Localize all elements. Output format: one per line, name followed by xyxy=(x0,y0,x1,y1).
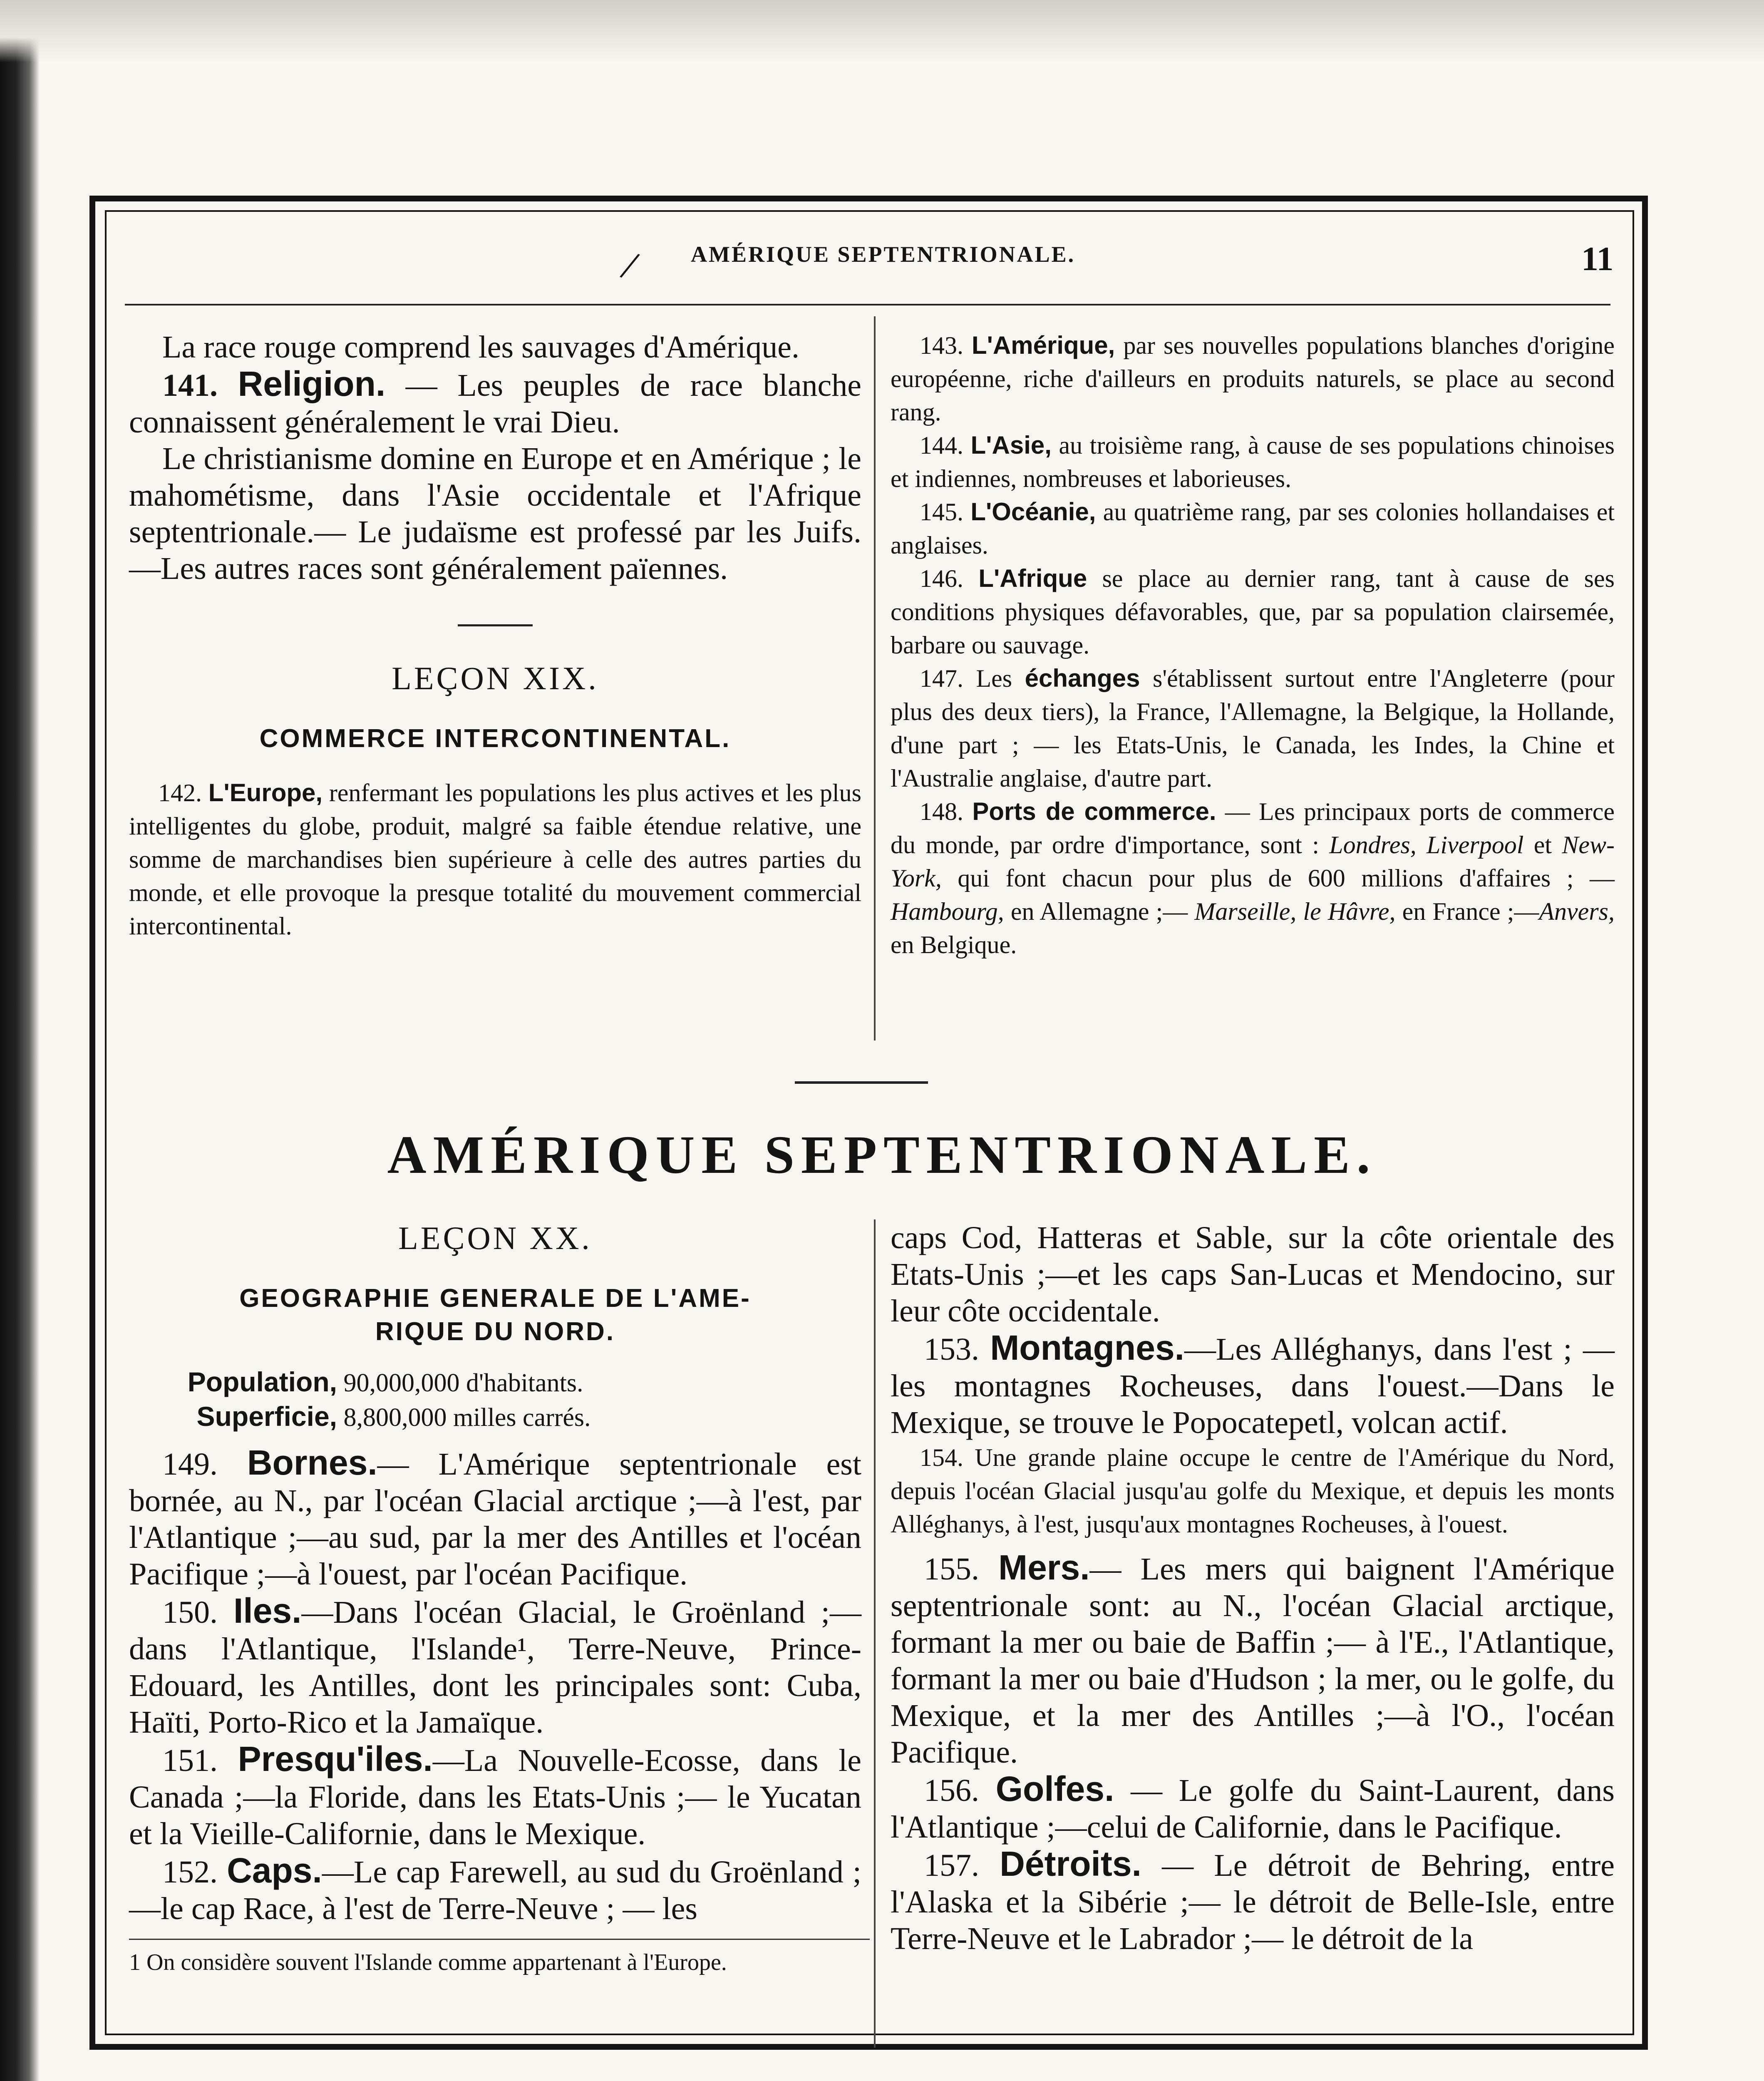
running-title: AMÉRIQUE SEPTENTRIONALE. xyxy=(691,242,1076,267)
paragraph-141 xyxy=(129,365,861,440)
paragraph-154 xyxy=(891,1441,1615,1541)
text-fragment: qui font chacun pour plus de 600 millions d'affaires ; — xyxy=(941,864,1615,892)
section-text: —La Nouvelle-Ecosse, dans le Canada ;—la Floride, dans les Etats-Unis ;— le Yucatan et la Vieille-Californie, dans le Mexique. xyxy=(129,1743,861,1851)
pen-mark: / xyxy=(616,241,643,289)
section-text: s'établissent surtout entre l'Angleterre (pour plus des deux tiers), la France, l'Allemagne, la Belgique, la Hollande, d'une part ; — les Etats-Unis, le Canada, les Indes, la Chine et l'Australie anglaise, d'autre part. xyxy=(891,665,1615,792)
section-keyword: Golfes. xyxy=(995,1769,1114,1808)
section-keyword: Montagnes. xyxy=(990,1328,1185,1367)
text-fragment: et xyxy=(1523,831,1562,859)
section-keyword: Caps. xyxy=(227,1851,322,1890)
section-keyword: Bornes. xyxy=(247,1443,377,1482)
section-text: — L'Amérique septentrionale est bornée, au N., par l'océan Glacial arctique ;—à l'est, par l'Atlantique ;—au sud, par la mer des Antilles et l'océan Pacifique ;—à l'ouest, par l'océan Pacifique. xyxy=(129,1447,861,1592)
text-fragment: en France ;— xyxy=(1395,898,1539,925)
population-line xyxy=(129,1365,861,1400)
top-right-column xyxy=(891,329,1615,961)
area-line xyxy=(129,1400,861,1434)
section-text: —Dans l'océan Glacial, le Groënland ;—dans l'Atlantique, l'Islande¹, Terre-Neuve, Prince-Edouard, les Antilles, dont les principales sont: Cuba, Haïti, Porto-Rico et la Jamaïque. xyxy=(129,1595,861,1740)
column-divider-bottom xyxy=(874,1219,876,2048)
top-left-column xyxy=(129,329,861,943)
port-name: Anvers, xyxy=(1539,898,1615,925)
section-keyword: Ports de commerce. xyxy=(972,797,1216,825)
section-text: — Les principaux ports de commerce du monde, par ordre d'importance, sont : xyxy=(891,798,1615,859)
section-keyword: échanges xyxy=(1025,664,1140,692)
section-number: 150. xyxy=(162,1595,218,1630)
bottom-right-column xyxy=(891,1219,1615,1957)
paragraph-153 xyxy=(891,1329,1615,1441)
column-divider-top xyxy=(874,316,876,1040)
text-fragment: en Allemagne ;— xyxy=(1004,898,1195,925)
section-number: 156. xyxy=(924,1773,979,1808)
section-keyword: L'Europe, xyxy=(208,779,323,807)
section-number: 145. xyxy=(920,498,963,526)
section-number: 148. xyxy=(920,798,963,825)
paragraph-race-rouge: La race rouge comprend les sauvages d'Amérique. xyxy=(162,330,799,365)
scan-edge-top xyxy=(0,0,1764,62)
section-text: — Le golfe du Saint-Laurent, dans l'Atlantique ;—celui de Californie, dans le Pacifique. xyxy=(891,1773,1615,1845)
lesson-title: COMMERCE INTERCONTINENTAL. xyxy=(259,724,731,753)
scan-edge-left xyxy=(0,0,40,2081)
section-text: au quatrième rang, par ses colonies hollandaises et anglaises. xyxy=(891,498,1615,559)
paragraph-152 xyxy=(129,1852,861,1927)
paragraph-146 xyxy=(891,562,1615,662)
section-text: — Les peuples de race blanche connaissent généralement le vrai Dieu. xyxy=(129,368,861,440)
section-keyword: L'Afrique xyxy=(978,564,1087,592)
section-number: 157. xyxy=(924,1848,979,1883)
section-number: 143. xyxy=(920,332,963,359)
section-text: —Les Alléghanys, dans l'est ; —les montagnes Rocheuses, dans l'ouest.—Dans le Mexique, se trouve le Popocatepetl, volcan actif. xyxy=(891,1332,1615,1440)
lesson-heading: LEÇON XX. xyxy=(398,1220,592,1256)
section-number: 149. xyxy=(162,1447,218,1482)
lesson-title-line-2: RIQUE DU NORD. xyxy=(375,1317,615,1346)
area-label: Superficie, xyxy=(196,1401,337,1432)
section-number: 141. xyxy=(162,368,218,403)
section-text: — Le détroit de Behring, entre l'Alaska et la Sibérie ;— le détroit de Belle-Isle, entre Terre-Neuve et le Labrador ;— le détroit de la xyxy=(891,1848,1615,1956)
header-rule xyxy=(125,304,1610,305)
paragraph-156 xyxy=(891,1771,1615,1845)
section-number: 146. xyxy=(920,565,963,592)
section-text: —Le cap Farewell, au sud du Groënland ; —le cap Race, à l'est de Terre-Neuve ; — les xyxy=(129,1855,861,1926)
paragraph-155 xyxy=(891,1549,1615,1771)
section-text: par ses nouvelles populations blanches d'origine européenne, riche d'ailleurs en produits naturels, se place au second rang. xyxy=(891,332,1615,426)
bottom-left-column xyxy=(129,1219,861,1977)
text-fragment: en Belgique. xyxy=(891,931,1017,959)
section-prefix: Les xyxy=(976,665,1025,692)
section-text: Une grande plaine occupe le centre de l'Amérique du Nord, depuis l'océan Glacial jusqu'au golfe du Mexique, et depuis les monts Alléghanys, à l'est, jusqu'aux montagnes Rocheuses, à l'ouest. xyxy=(891,1444,1615,1538)
section-text: au troisième rang, à cause de ses populations chinoises et indiennes, nombreuses et laborieuses. xyxy=(891,432,1615,492)
section-keyword: Religion. xyxy=(238,364,386,403)
paragraph-144 xyxy=(891,429,1615,495)
paragraph-150 xyxy=(129,1592,861,1741)
section-number: 152. xyxy=(162,1855,218,1890)
paragraph-religions: Le christianisme domine en Europe et en Amérique ; le mahométisme, dans l'Asie occidentale et l'Afrique septentrionale.— Le judaïsme est professé par les Juifs.—Les autres races sont généralement païennes. xyxy=(129,441,861,586)
paragraph-149 xyxy=(129,1444,861,1592)
section-text: — Les mers qui baignent l'Amérique septentrionale sont: au N., l'océan Glacial arctique, formant la mer ou baie de Baffin ;— à l'E., l'Atlantique, formant la mer ou baie d'Hudson ; la mer, ou le golfe, du Mexique, et la mer des Antilles ;—à l'O., l'océan Pacifique. xyxy=(891,1552,1615,1770)
footnote-rule xyxy=(129,1939,870,1940)
section-separator xyxy=(795,1081,928,1084)
section-keyword: L'Océanie, xyxy=(970,498,1096,526)
section-number: 153. xyxy=(924,1332,979,1367)
section-keyword: L'Amérique, xyxy=(972,331,1115,359)
area-value: 8,800,000 milles carrés. xyxy=(343,1403,591,1432)
section-number: 155. xyxy=(924,1552,979,1587)
section-number: 147. xyxy=(920,665,963,692)
section-title: AMÉRIQUE SEPTENTRIONALE. xyxy=(387,1125,1377,1185)
port-name: New-York, xyxy=(891,831,1615,892)
section-text: renfermant les populations les plus actives et les plus intelligentes du globe, produit, malgré sa faible étendue relative, une somme de marchandises bien supérieure à celle des autres parties du monde, et elle provoque la presque totalité du mouvement commercial intercontinental. xyxy=(129,779,862,940)
paragraph-157 xyxy=(891,1845,1615,1957)
section-number: 144. xyxy=(920,432,963,459)
section-keyword: Mers. xyxy=(998,1548,1090,1587)
section-keyword: Iles. xyxy=(233,1591,302,1630)
lesson-title-line-1: GEOGRAPHIE GENERALE DE L'AME- xyxy=(239,1284,751,1313)
paragraph-148 xyxy=(891,795,1615,961)
section-number: 142. xyxy=(158,779,202,807)
population-value: 90,000,000 d'habitants. xyxy=(343,1369,583,1397)
footnote: 1 On considère souvent l'Islande comme appartenant à l'Europe. xyxy=(129,1949,727,1975)
page-number: 11 xyxy=(1581,240,1614,278)
port-names: Marseille, le Hâvre, xyxy=(1194,898,1396,925)
paragraph-143 xyxy=(891,329,1615,429)
port-name: Hambourg, xyxy=(891,898,1004,925)
population-label: Population, xyxy=(187,1366,337,1397)
section-keyword: Presqu'iles. xyxy=(238,1739,433,1778)
paragraph-147 xyxy=(891,662,1615,795)
section-keyword: L'Asie, xyxy=(970,431,1052,459)
lesson-heading: LEÇON XIX. xyxy=(392,660,599,696)
section-text: se place au dernier rang, tant à cause de ses conditions physiques défavorables, que, par sa population clairsemée, barbare ou sauvage. xyxy=(891,565,1615,659)
paragraph-142 xyxy=(129,776,861,943)
section-number: 151. xyxy=(162,1743,218,1778)
port-names: Londres, Liverpool xyxy=(1329,831,1524,859)
paragraph-151 xyxy=(129,1741,861,1852)
section-number: 154. xyxy=(920,1444,963,1471)
section-keyword: Détroits. xyxy=(1000,1844,1141,1883)
paragraph-145 xyxy=(891,495,1615,562)
paragraph-152-continued: caps Cod, Hatteras et Sable, sur la côte orientale des Etats-Unis ;—et les caps San-Lucas et Mendocino, sur leur côte occidentale. xyxy=(891,1220,1615,1329)
